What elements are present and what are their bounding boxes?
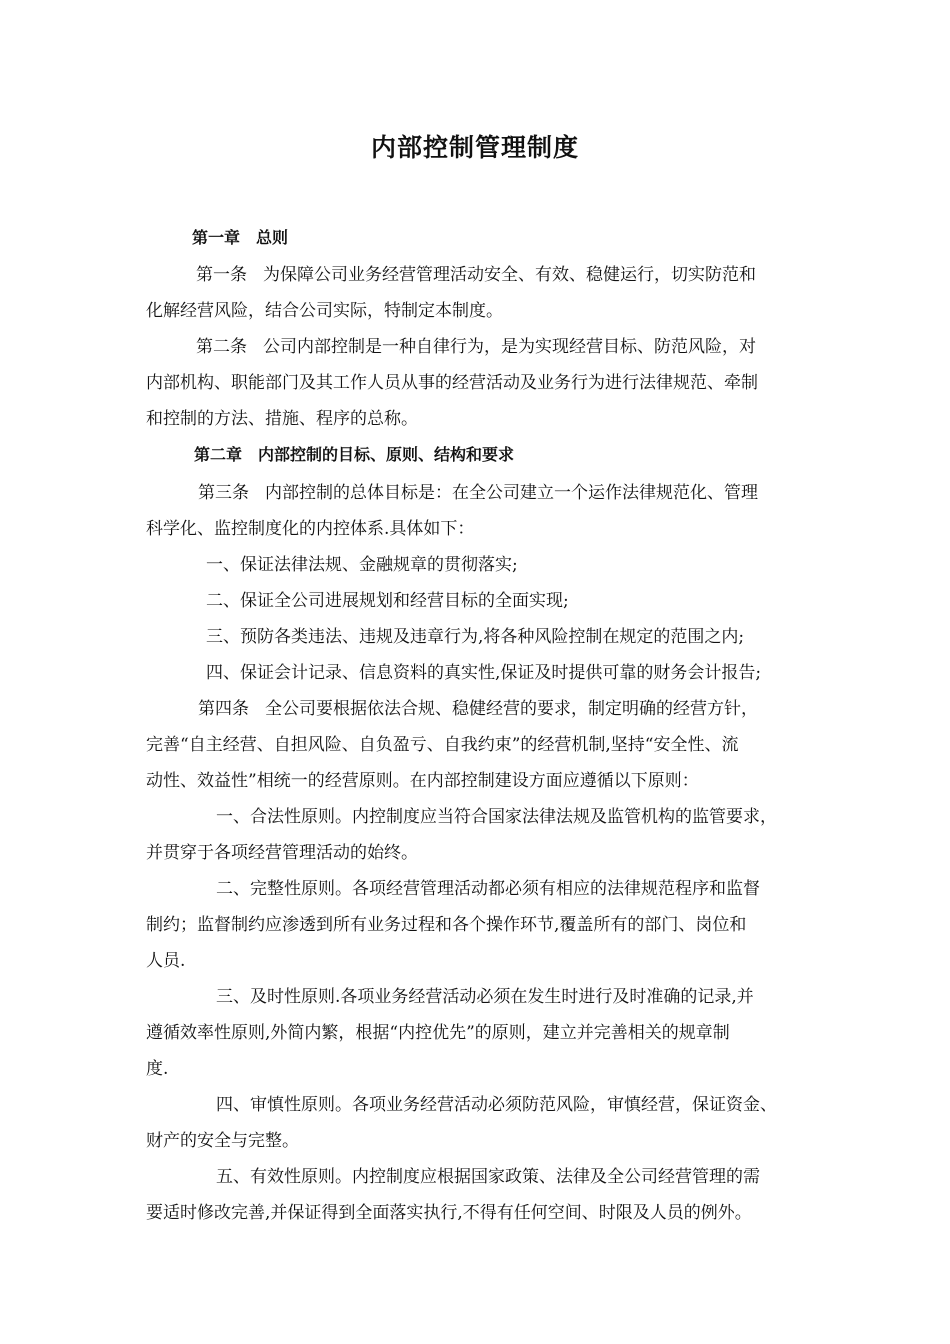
article-2-line-3: 和控制的方法、措施、程序的总称。 — [146, 409, 418, 429]
principle-3-line-2: 遵循效率性原则,外简内繁，根据“内控优先”的原则，建立并完善相关的规章制 — [146, 1023, 730, 1043]
principle-5-line-2: 要适时修改完善,并保证得到全面落实执行,不得有任何空间、时限及人员的例外。 — [146, 1203, 752, 1223]
list-item: 四、保证会计记录、信息资料的真实性,保证及时提供可靠的财务会计报告; — [206, 663, 762, 683]
principle-2-line-3: 人员. — [146, 951, 186, 971]
article-4-line-1 — [198, 697, 758, 721]
article-2-line-1 — [196, 335, 756, 359]
article-3-line-2: 科学化、监控制度化的内控体系.具体如下： — [146, 519, 475, 539]
principle-1-line-1: 一、合法性原则。内控制度应当符合国家法律法规及监管机构的监管要求， — [216, 807, 777, 827]
document-title: 内部控制管理制度 — [370, 133, 579, 162]
chapter-number: 第一章 — [192, 228, 241, 247]
article-number: 第三条 — [198, 483, 249, 503]
principle-2-line-2: 制约；监督制约应渗透到所有业务过程和各个操作环节,覆盖所有的部门、岗位和 — [146, 915, 747, 935]
principle-4-line-1: 四、审慎性原则。各项业务经营活动必须防范风险，审慎经营，保证资金、 — [216, 1095, 777, 1115]
article-number: 第四条 — [198, 699, 249, 719]
list-item: 三、预防各类违法、违规及违章行为,将各种风险控制在规定的范围之内; — [206, 627, 745, 647]
article-number: 第一条 — [196, 265, 247, 285]
article-number: 第二条 — [196, 337, 247, 357]
chapter-2-heading — [194, 443, 514, 467]
chapter-name: 总则 — [256, 228, 289, 247]
article-1-line-1 — [196, 263, 756, 287]
principle-5-line-1: 五、有效性原则。内控制度应根据国家政策、法律及全公司经营管理的需 — [216, 1167, 760, 1187]
chapter-1-heading — [192, 226, 288, 250]
article-1-line-2: 化解经营风险，结合公司实际，特制定本制度。 — [146, 301, 503, 321]
list-item: 一、保证法律法规、金融规章的贯彻落实; — [206, 555, 518, 575]
article-text: 公司内部控制是一种自律行为，是为实现经营目标、防范风险，对 — [263, 337, 756, 357]
article-3-line-1 — [198, 481, 758, 505]
principle-3-line-1: 三、及时性原则.各项业务经营活动必须在发生时进行及时准确的记录,并 — [216, 987, 754, 1007]
article-4-line-3: 动性、效益性”相统一的经营原则。在内部控制建设方面应遵循以下原则： — [146, 771, 699, 791]
article-text: 为保障公司业务经营管理活动安全、有效、稳健运行，切实防范和 — [263, 265, 756, 285]
chapter-name: 内部控制的目标、原则、结构和要求 — [258, 445, 515, 464]
principle-3-line-3: 度. — [146, 1059, 169, 1079]
article-text: 内部控制的总体目标是：在全公司建立一个运作法律规范化、管理 — [265, 483, 758, 503]
article-2-line-2: 内部机构、职能部门及其工作人员从事的经营活动及业务行为进行法律规范、牵制 — [146, 373, 758, 393]
list-item: 二、保证全公司进展规划和经营目标的全面实现; — [206, 591, 569, 611]
chapter-number: 第二章 — [194, 445, 243, 464]
principle-1-line-2: 并贯穿于各项经营管理活动的始终。 — [146, 843, 418, 863]
principle-4-line-2: 财产的安全与完整。 — [146, 1131, 299, 1151]
article-4-line-2: 完善“自主经营、自担风险、自负盈亏、自我约束”的经营机制,坚持“安全性、流 — [146, 735, 739, 755]
article-text: 全公司要根据依法合规、稳健经营的要求，制定明确的经营方针， — [265, 699, 758, 719]
principle-2-line-1: 二、完整性原则。各项经营管理活动都必须有相应的法律规范程序和监督 — [216, 879, 760, 899]
